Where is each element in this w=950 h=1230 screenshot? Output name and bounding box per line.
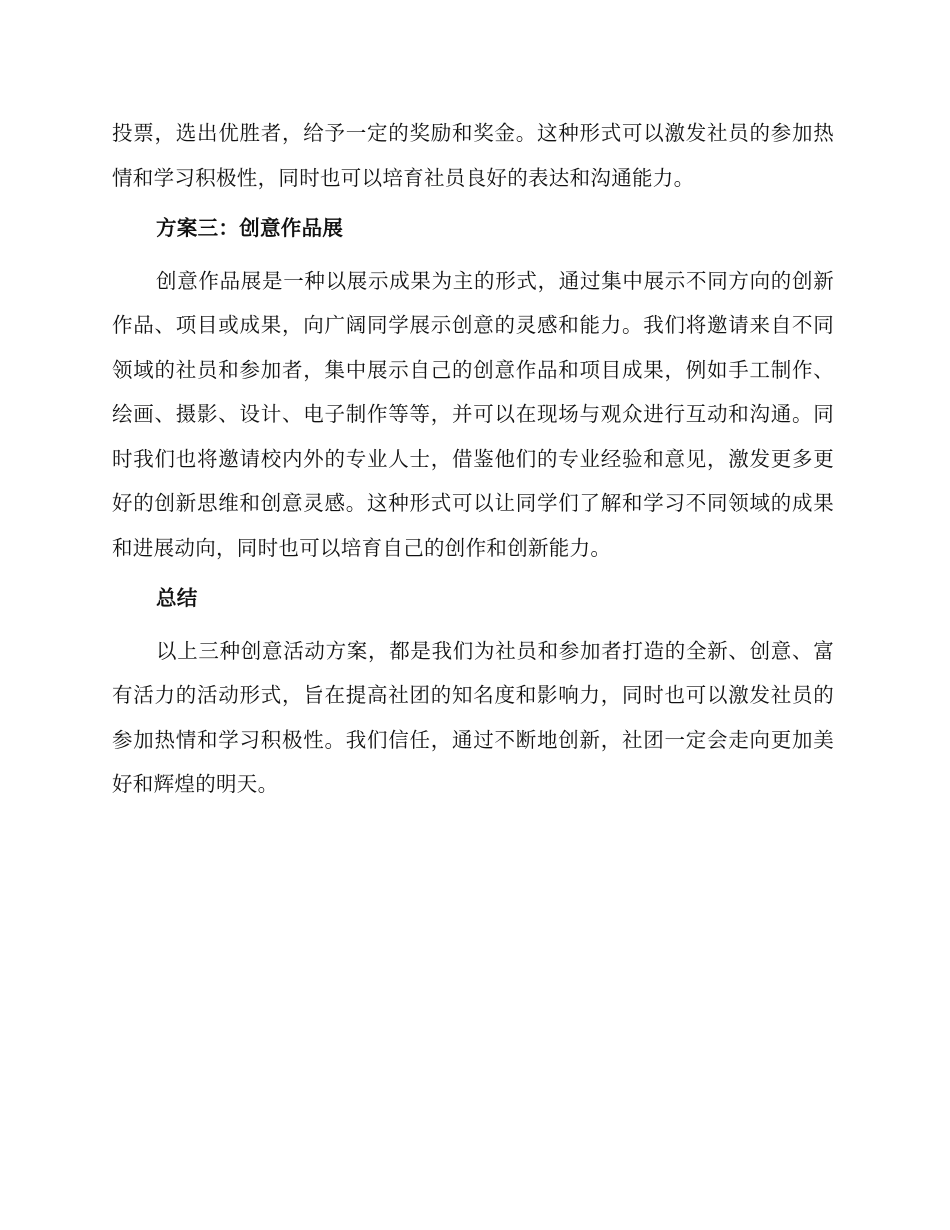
summary-paragraph: 以上三种创意活动方案，都是我们为社员和参加者打造的全新、创意、富有活力的活动形式，旨在提高社团的知名度和影响力，同时也可以激发社员的参加热情和学习积极性。我们信任，通过不断地创新，社团一定会走向更加美好和辉煌的明天。 xyxy=(112,638,834,796)
section3-paragraph: 创意作品展是一种以展示成果为主的形式，通过集中展示不同方向的创新作品、项目或成果，向广阔同学展示创意的灵感和能力。我们将邀请来自不同领域的社员和参加者，集中展示自己的创意作品和项目成果，例如手工制作、绘画、摄影、设计、电子制作等等，并可以在现场与观众进行互动和沟通。同时我们也将邀请校内外的专业人士，借鉴他们的专业经验和意见，激发更多更好的创新思维和创意灵感。这种形式可以让同学们了解和学习不同领域的成果和进展动向，同时也可以培育自己的创作和创新能力。 xyxy=(112,268,834,560)
section3-heading: 方案三：创意作品展 xyxy=(156,216,344,240)
document-page xyxy=(112,111,834,807)
intro-paragraph: 投票，选出优胜者，给予一定的奖励和奖金。这种形式可以激发社员的参加热情和学习积极性，同时也可以培育社员良好的表达和沟通能力。 xyxy=(112,121,834,190)
summary-heading: 总结 xyxy=(156,586,198,610)
spacer xyxy=(112,621,834,629)
spacer xyxy=(112,251,834,259)
